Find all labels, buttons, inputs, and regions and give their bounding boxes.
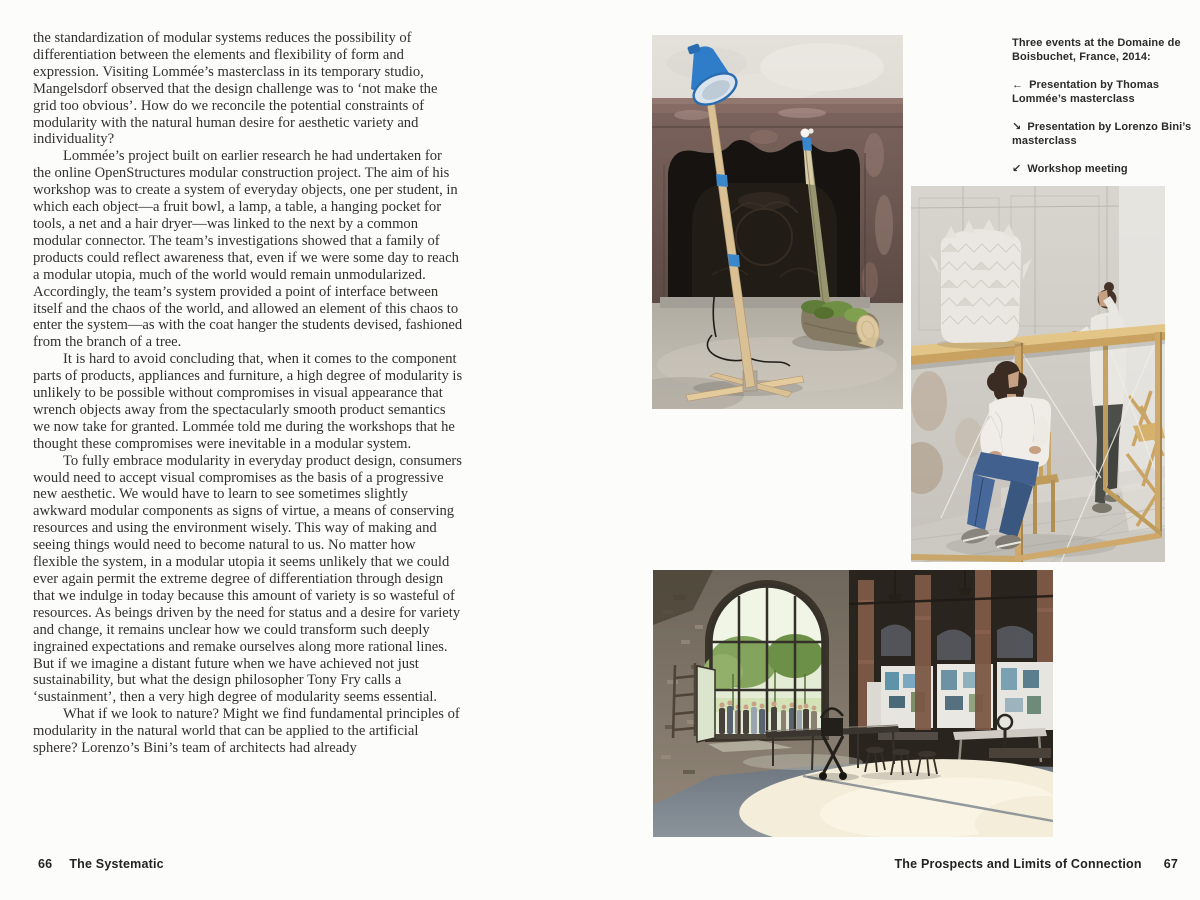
marble-fireplace [652,98,903,303]
blue-tape [728,254,740,267]
blue-tape [716,174,728,187]
page-number-left: 66 [38,857,53,871]
body-text-column [33,30,463,757]
right-wall [849,570,1053,775]
running-title-right: The Prospects and Limits of Connection [894,857,1142,871]
paragraph: What if we look to nature? Might we find fundamental principles of modularity in the natural world that can be applied to the artificial sphere? Lorenzo’s Bini’s team of architects had already [33,706,460,757]
arrow-left-icon: ← [1012,79,1024,91]
paper-lampshade [929,219,1032,349]
open-door-pane [697,666,715,742]
running-title-left: The Systematic [69,857,164,871]
table-frame-photo-illustration [911,186,1165,562]
blue-tape [802,137,812,151]
shoe [1092,503,1112,513]
white-fluff [801,129,810,138]
caption-item [1012,162,1194,176]
left-page-footer [38,857,164,871]
paragraph: To fully embrace modularity in everyday product design, consumers would need to accept visual compromises as the basis of a progressive new aesthetic. We would have to learn to see sometimes slightly awkward modular components as signs of virtue, a means of conserving resources and using the environment wisely. This way of making and seeing things would need to become natural to us. No matter how flexible the system, in a modular utopia it seems unlikely that we could ever again permit the extreme degree of differentiation through design that we indulge in today because this amount of variety is so wasteful of resources. As beings driven by the need for status and a desire for variety and change, it remains unclear how we could transform such deeply ingrained expectations and remake ourselves along more rational lines. But if we imagine a distant future when we have achieved not just sustainability, but what the design philosopher Tony Fry calls a ‘sustainment’, then a very high degree of modularity seems essential. [33,452,462,706]
right-page-footer [894,857,1178,871]
caption-item [1012,78,1194,106]
fireplace-photo-illustration [652,35,903,409]
caption-text: Presentation by Lorenzo Bini’s masterclass [1012,121,1192,147]
photo-lommee-masterclass [652,35,903,409]
paragraph: the standardization of modular systems reduces the possibility of differentiation between the elements and flexibility of form and expression. Visiting Lommée’s masterclass in its temporary studio, Mangelsdorf observed that the design challenge was to ‘not make the grid too obvious’. How do we reconcile the potential constraints of modularity with the natural human desire for aesthetic variety and individuality? [33,30,438,148]
caption-intro: Three events at the Domaine de Boisbuchet, France, 2014: [1012,37,1181,63]
paragraph: It is hard to avoid concluding that, when it comes to the component parts of products, appliances and furniture, a high degree of modularity is unlikely to be possible without compromises in visual appearance that wrench objects away from the spectacularly smooth product semantics we now take for granted. Lommée told me during the workshops that he thought these compromises were inevitable in a modular system. [33,351,463,452]
page-number-right: 67 [1163,857,1178,871]
arrow-down-left-icon: ↙ [1012,163,1022,175]
paragraph: Lommée’s project built on earlier research he had undertaken for the online OpenStructures modular construction project. The aim of his workshop was to create a system of everyday objects, one per student, in which each object—a fruit bowl, a lamp, a table, a hanging pocket for tools, a net and a hair dryer—was linked to the next by a common modular connector. The team’s investigations showed that a family of products could reflect awareness that, even if we were some day to reach a modular utopia, much of the world would remain unmodularized. Accordingly, the team’s system provided a point of interface between itself and the chaos of the world, and allowed an element of this chaos to enter the system—as with the coat hanger the students devised, fashioned from the branch of a tree. [33,148,463,351]
caption-text: Presentation by Thomas Lommée’s masterclass [1012,79,1160,105]
caption-text: Workshop meeting [1027,163,1128,175]
caption-item [1012,120,1194,148]
photo-bini-masterclass [911,186,1165,562]
poster-boards [867,662,1053,732]
photo-caption-block [1012,36,1194,190]
trousers [1095,404,1123,440]
photo-workshop-meeting [653,570,1053,837]
workshop-hall-photo-illustration [653,570,1053,837]
arrow-down-right-icon: ↘ [1012,121,1022,133]
